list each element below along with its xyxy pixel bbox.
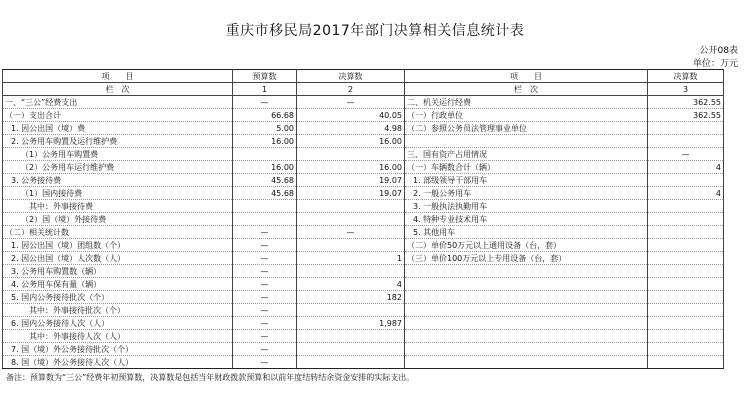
row-final: 19.07 [297, 174, 405, 187]
row-item-right [405, 330, 648, 343]
row-final-right: 362.55 [648, 96, 724, 109]
row-item-right: 4. 特种专业技术用车 [405, 213, 648, 226]
row-final-right [648, 226, 724, 239]
row-final-right [648, 213, 724, 226]
row-budget: 45.68 [233, 187, 297, 200]
report-title: 重庆市移民局2017年部门决算相关信息统计表 [225, 23, 525, 39]
row-final [297, 148, 405, 161]
row-budget: — [233, 304, 297, 317]
row-item-left: 2. 因公出国（境）人次数（人） [3, 252, 233, 265]
header-final-right: 决算数 [648, 70, 724, 83]
row-final: 1,987 [297, 317, 405, 330]
table-row [3, 148, 724, 161]
row-final-right: 4 [648, 161, 724, 174]
row-item-right: 2. 一般公务用车 [405, 187, 648, 200]
row-budget [233, 200, 297, 213]
table-row [3, 317, 724, 330]
row-item-right: 5. 其他用车 [405, 226, 648, 239]
table-row [3, 200, 724, 213]
row-final: — [297, 96, 405, 109]
row-item-left: （一）支出合计 [3, 109, 233, 122]
statistics-table [2, 69, 724, 369]
row-final: 4 [297, 278, 405, 291]
header-item-left: 项 目 [3, 70, 233, 83]
row-item-right: 三、国有资产占用情况 [405, 148, 648, 161]
row-item-left: 5. 国内公务接待批次（个） [3, 291, 233, 304]
form-code: 公开08表 [699, 46, 738, 56]
row-final [297, 239, 405, 252]
row-final [297, 330, 405, 343]
row-item-left: （1）公务用车购置费 [3, 148, 233, 161]
row-final: 1 [297, 252, 405, 265]
row-final-right [648, 356, 724, 369]
row-item-left: 一、“三公”经费支出 [3, 96, 233, 109]
row-final [297, 343, 405, 356]
row-item-left: 2. 公务用车购置及运行维护费 [3, 135, 233, 148]
row-item-right: 3. 一般执法执勤用车 [405, 200, 648, 213]
row-final [297, 213, 405, 226]
row-item-right [405, 356, 648, 369]
index-label-right: 栏 次 [405, 83, 648, 96]
row-item-left: 其中：外事接待人次（人） [3, 330, 233, 343]
row-item-right [405, 304, 648, 317]
row-item-right [405, 135, 648, 148]
table-row [3, 174, 724, 187]
row-item-left: 其中：外事接待批次（个） [3, 304, 233, 317]
row-final-right [648, 343, 724, 356]
table-row [3, 213, 724, 226]
row-item-right [405, 317, 648, 330]
row-item-left: 3. 公务用车购置数（辆） [3, 265, 233, 278]
table-row [3, 161, 724, 174]
unit-label: 单位：万元 [692, 59, 738, 69]
row-item-left: 1. 因公出国（境）费 [3, 122, 233, 135]
row-item-right [405, 291, 648, 304]
row-item-left: 4. 公务用车保有量（辆） [3, 278, 233, 291]
row-final-right [648, 304, 724, 317]
row-item-left: 3. 公务接待费 [3, 174, 233, 187]
table-row [3, 330, 724, 343]
row-item-left: （2）国（境）外接待费 [3, 213, 233, 226]
table-row [3, 291, 724, 304]
row-budget: — [233, 265, 297, 278]
row-item-right [405, 343, 648, 356]
row-final-right: 362.55 [648, 109, 724, 122]
row-item-left: 7. 国（境）外公务接待批次（个） [3, 343, 233, 356]
row-final-right [648, 291, 724, 304]
row-item-left: （2）公务用车运行维护费 [3, 161, 233, 174]
row-final [297, 200, 405, 213]
index-col-3: 3 [648, 83, 724, 96]
row-item-right: （三）单价100万元以上专用设备（台，套） [405, 252, 648, 265]
row-final: 182 [297, 291, 405, 304]
table-row [3, 278, 724, 291]
table-row [3, 109, 724, 122]
row-final-right [648, 200, 724, 213]
table-row [3, 304, 724, 317]
row-item-left: 8. 国（境）外公务接待人次（人） [3, 356, 233, 369]
row-final-right [648, 122, 724, 135]
table-row [3, 122, 724, 135]
row-budget: — [233, 317, 297, 330]
row-final-right [648, 265, 724, 278]
row-final [297, 265, 405, 278]
row-final-right: 4 [648, 187, 724, 200]
row-final-right [648, 174, 724, 187]
table-row [3, 187, 724, 200]
table-row [3, 96, 724, 109]
index-col-2: 2 [297, 83, 405, 96]
row-budget: — [233, 252, 297, 265]
row-budget: 45.68 [233, 174, 297, 187]
header-budget: 预算数 [233, 70, 297, 83]
row-final-right [648, 252, 724, 265]
row-budget: — [233, 239, 297, 252]
row-item-left: 1. 因公出国（境）团组数（个） [3, 239, 233, 252]
row-budget [233, 148, 297, 161]
row-budget: — [233, 343, 297, 356]
row-final-right [648, 278, 724, 291]
row-item-left: （二）相关统计数 [3, 226, 233, 239]
row-final-right [648, 317, 724, 330]
row-item-right [405, 278, 648, 291]
row-budget [233, 213, 297, 226]
table-row [3, 265, 724, 278]
row-item-right: （一）车辆数合计（辆） [405, 161, 648, 174]
header-item-right: 项 目 [405, 70, 648, 83]
table-row [3, 226, 724, 239]
row-budget: 5.00 [233, 122, 297, 135]
row-item-right: （二）参照公务员法管理事业单位 [405, 122, 648, 135]
row-budget: — [233, 96, 297, 109]
row-item-left: （1）国内接待费 [3, 187, 233, 200]
row-final [297, 304, 405, 317]
row-final-right [648, 330, 724, 343]
row-item-left: 其中：外事接待费 [3, 200, 233, 213]
header-row [3, 70, 724, 83]
table-row [3, 356, 724, 369]
index-label-left: 栏 次 [3, 83, 233, 96]
row-item-right: 1. 部级领导干部用车 [405, 174, 648, 187]
row-budget: 66.68 [233, 109, 297, 122]
row-final: 16.00 [297, 161, 405, 174]
row-budget: — [233, 226, 297, 239]
footnote: 备注：预算数为“三公”经费年初预算数，决算数是包括当年财政拨款预算和以前年度结转结余资金安排的实际支出。 [6, 373, 415, 382]
row-item-right: （一）行政单位 [405, 109, 648, 122]
row-final: — [297, 226, 405, 239]
row-budget: 16.00 [233, 161, 297, 174]
row-budget: 16.00 [233, 135, 297, 148]
table-row [3, 343, 724, 356]
row-final: 40.05 [297, 109, 405, 122]
index-row [3, 83, 724, 96]
row-item-right [405, 265, 648, 278]
table-row [3, 239, 724, 252]
row-budget: — [233, 278, 297, 291]
table-row [3, 135, 724, 148]
row-final-right [648, 135, 724, 148]
row-final: 4.98 [297, 122, 405, 135]
row-item-right: （二）单价50万元以上通用设备（台，套） [405, 239, 648, 252]
table-row [3, 252, 724, 265]
index-col-1: 1 [233, 83, 297, 96]
row-item-right: 二、机关运行经费 [405, 96, 648, 109]
row-final [297, 356, 405, 369]
row-final: 19.07 [297, 187, 405, 200]
header-final: 决算数 [297, 70, 405, 83]
row-budget: — [233, 330, 297, 343]
row-item-left: 6. 国内公务接待人次（人） [3, 317, 233, 330]
row-final-right [648, 239, 724, 252]
row-final-right: — [648, 148, 724, 161]
row-final: 16.00 [297, 135, 405, 148]
row-budget: — [233, 291, 297, 304]
row-budget: — [233, 356, 297, 369]
